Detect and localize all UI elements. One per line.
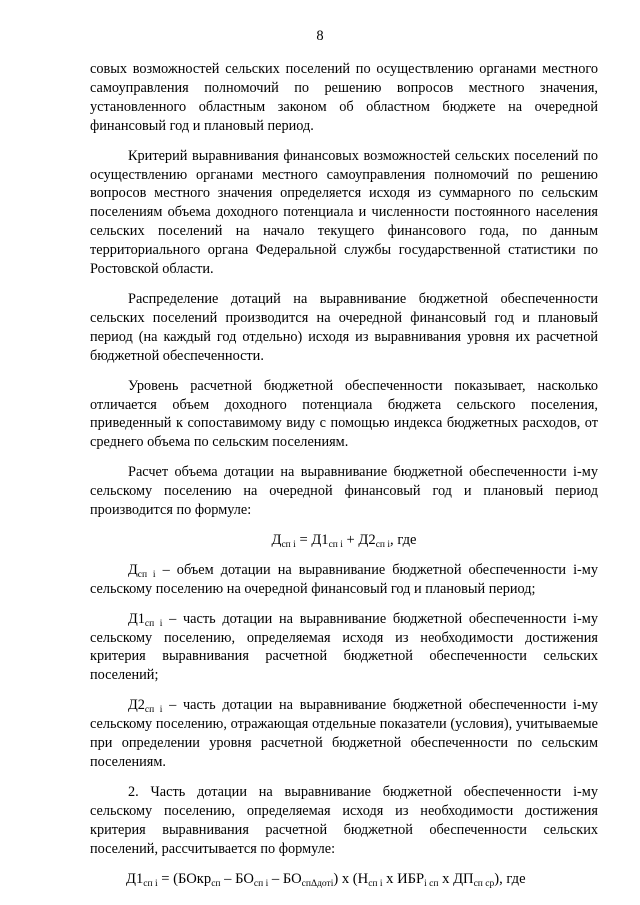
document-body <box>90 60 598 888</box>
definition-d1: $Д1_{сп i}$ – часть дотации на выравнивание бюджетной обеспеченности i-му сельскому поселению, определяемая исходя из необходимости достижения критерия выравнивания расчетной бюджетной обеспеченности сельских поселений; <box>90 610 598 684</box>
definition-d2: $Д2_{сп i}$ – часть дотации на выравнивание бюджетной обеспеченности i-му сельскому поселению, отражающая отдельные показатели (условия), учитываемые при определении уровня расчетной бюджетной обеспеченности по сельским поселениям. <box>90 697 598 770</box>
definition-d: $Д_{сп i}$ – объем дотации на выравнивание бюджетной обеспеченности i-му сельскому поселению на очередной финансовый год и плановый период; <box>90 561 598 597</box>
paragraph-continuation: совых возможностей сельских поселений по осуществлению органами местного самоуправления полномочий по решению вопросов местного значения, установленного областным законом об областном бюджете на очередной финансовый год и плановый период. <box>90 61 598 134</box>
paragraph-calculation: Расчет объема дотации на выравнивание бюджетной обеспеченности i-му сельскому поселению на очередной финансовый год и плановый период производится по формуле: <box>90 464 598 519</box>
paragraph-distribution: Распределение дотаций на выравнивание бюджетной обеспеченности сельских поселений производится на очередной финансовый год и плановый период (на каждый год отдельно) исходя из выравнивания уровня их расчетной бюджетной обеспеченности. <box>90 290 598 364</box>
paragraph-level: Уровень расчетной бюджетной обеспеченности показывает, насколько отличается объем доходного потенциала бюджета сельского поселения, приведенный к сопоставимому виду с помощью индекса бюджетных расходов, от среднего объема по сельским поселениям. <box>90 377 598 451</box>
paragraph-item-2: 2. Часть дотации на выравнивание бюджетной обеспеченности i-му сельскому поселению, определяемая исходя из необходимости достижения критерия выравнивания расчетной бюджетной обеспеченности сельских поселений, рассчитывается по формуле: <box>90 783 598 857</box>
formula-d1: $Д1_{сп i}$ = (БОкр$_{сп}$ – $БО_{сп i} - БО_{сп\Delta доті}$) х ($Н_{сп i}$ х $ИБР_{i сп}$ х $ДП_{сп ср}$), где <box>126 870 526 889</box>
paragraph-criterion: Критерий выравнивания финансовых возможностей сельских поселений по осуществлению органами местного самоуправления полномочий по решению вопросов местного значения определяется исходя из суммарного по сельским поселениям объема доходного потенциала и численности постоянного населения сельских поселений на начало текущего финансового года, по данным территориального органа Федеральной службы государственной статистики по Ростовской области. <box>90 147 598 278</box>
formula-total-grant: $Д_{сп i} = Д1_{сп i} + Д2_{сп i}$, где <box>271 531 417 550</box>
page-number: 8 <box>316 28 324 44</box>
